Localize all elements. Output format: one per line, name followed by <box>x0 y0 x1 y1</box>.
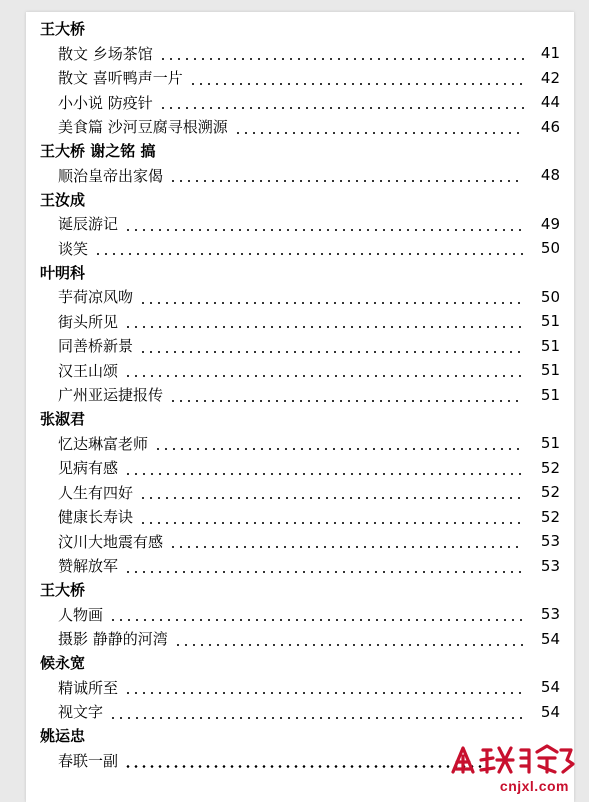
dot-leader <box>124 375 524 377</box>
dot-leader <box>189 83 524 85</box>
dot-leader <box>94 253 524 255</box>
toc-entry[interactable] <box>40 627 560 652</box>
toc-entry[interactable] <box>40 358 560 383</box>
entry-title: 汉王山颂 <box>58 361 119 380</box>
entry-title: 赞解放军 <box>58 557 119 576</box>
dot-leader <box>169 400 524 402</box>
dot-leader <box>159 107 524 109</box>
toc-entry[interactable] <box>40 66 560 91</box>
dot-leader <box>124 692 524 694</box>
entry-title: 顺治皇帝出家偈 <box>58 166 164 185</box>
entry-title: 见病有感 <box>58 459 119 478</box>
toc-entry[interactable] <box>40 700 560 725</box>
site-watermark <box>445 742 575 794</box>
dot-leader <box>234 132 524 134</box>
page-number: 46 <box>540 117 560 136</box>
page-number: 53 <box>540 605 560 624</box>
toc-entry[interactable] <box>40 529 560 554</box>
entry-title: 人生有四好 <box>58 483 134 502</box>
author-heading: 王汝成 <box>40 190 86 209</box>
author-heading: 叶明科 <box>40 263 86 282</box>
page-number: 52 <box>540 458 560 477</box>
page-number: 53 <box>540 532 560 551</box>
page-number: 51 <box>540 312 560 331</box>
entry-title: 街头所见 <box>58 312 119 331</box>
toc-entry[interactable] <box>40 163 560 188</box>
toc-entry[interactable] <box>40 90 560 115</box>
page-number: 54 <box>540 702 560 721</box>
page-number: 50 <box>540 239 560 258</box>
toc-entry[interactable] <box>40 480 560 505</box>
entry-title: 摄影 静静的河湾 <box>58 630 168 649</box>
dot-leader <box>139 497 524 499</box>
author-heading: 王大桥 谢之铭 搞 <box>40 142 156 160</box>
author-heading: 姚运忠 <box>40 727 86 745</box>
entry-title: 同善桥新景 <box>58 337 134 356</box>
author-heading: 王大桥 <box>40 581 86 599</box>
entry-title: 谈笑 <box>58 239 89 258</box>
toc-entry[interactable] <box>40 41 560 66</box>
author-heading: 张淑君 <box>40 410 86 428</box>
page-number: 48 <box>540 166 560 185</box>
dot-leader <box>139 351 524 353</box>
dot-leader <box>109 717 524 719</box>
dot-leader <box>154 448 524 450</box>
table-of-contents <box>40 17 560 773</box>
toc-entry[interactable] <box>40 554 560 579</box>
page-number: 51 <box>540 434 560 453</box>
entry-title: 汶川大地震有感 <box>58 532 164 551</box>
entry-title: 忆达琳富老师 <box>58 434 149 453</box>
jinxianling-logo-icon <box>447 742 575 776</box>
page-number: 51 <box>540 336 560 355</box>
dot-leader <box>169 546 524 548</box>
toc-entry[interactable] <box>40 602 560 627</box>
dot-leader <box>159 58 524 60</box>
toc-entry[interactable] <box>40 309 560 334</box>
page-number: 52 <box>540 507 560 526</box>
toc-entry[interactable] <box>40 236 560 261</box>
page-number: 49 <box>540 214 560 233</box>
page-number: 54 <box>540 629 560 648</box>
toc-entry[interactable] <box>40 505 560 530</box>
toc-entry[interactable] <box>40 456 560 481</box>
toc-entry[interactable] <box>40 334 560 359</box>
entry-title: 广州亚运捷报传 <box>58 386 164 405</box>
entry-title: 人物画 <box>58 605 104 624</box>
watermark-domain: cnjxl.com <box>499 778 569 794</box>
entry-title: 小小说 防疫针 <box>58 93 153 112</box>
dot-leader <box>174 644 524 646</box>
dot-leader <box>169 180 524 182</box>
page-number: 44 <box>540 93 560 112</box>
entry-title: 散文 乡场茶馆 <box>58 44 153 63</box>
toc-entry[interactable] <box>40 431 560 456</box>
dot-leader <box>109 619 524 621</box>
entry-title: 春联一副 <box>58 751 119 770</box>
page-number: 41 <box>540 44 560 63</box>
page-number: 51 <box>540 385 560 404</box>
page-number: 51 <box>540 361 560 380</box>
dot-leader <box>139 522 524 524</box>
entry-title: 散文 喜听鸭声一片 <box>58 69 183 88</box>
entry-title: 美食篇 沙河豆腐寻根溯源 <box>58 118 228 137</box>
page-number: 53 <box>540 556 560 575</box>
dot-leader <box>139 302 524 304</box>
entry-title: 诞辰游记 <box>58 215 119 234</box>
entry-title: 精诚所至 <box>58 678 119 697</box>
dot-leader <box>124 473 524 475</box>
dot-leader <box>124 229 524 231</box>
document-page <box>26 12 574 802</box>
dot-leader <box>124 765 482 768</box>
entry-title: 视文字 <box>58 703 104 722</box>
entry-title: 健康长寿诀 <box>58 508 134 527</box>
toc-entry[interactable] <box>40 212 560 237</box>
page-number: 52 <box>540 483 560 502</box>
page-number: 50 <box>540 287 560 306</box>
toc-entry[interactable] <box>40 115 560 140</box>
author-heading: 王大桥 <box>40 20 86 38</box>
entry-title: 芋荷凉风吻 <box>58 288 134 307</box>
toc-entry[interactable] <box>40 675 560 700</box>
toc-entry[interactable] <box>40 383 560 408</box>
toc-entry[interactable] <box>40 285 560 310</box>
page-number: 42 <box>540 68 560 87</box>
author-heading: 候永宽 <box>40 654 86 672</box>
page-number: 54 <box>540 678 560 697</box>
dot-leader <box>124 326 524 328</box>
dot-leader <box>124 571 524 573</box>
